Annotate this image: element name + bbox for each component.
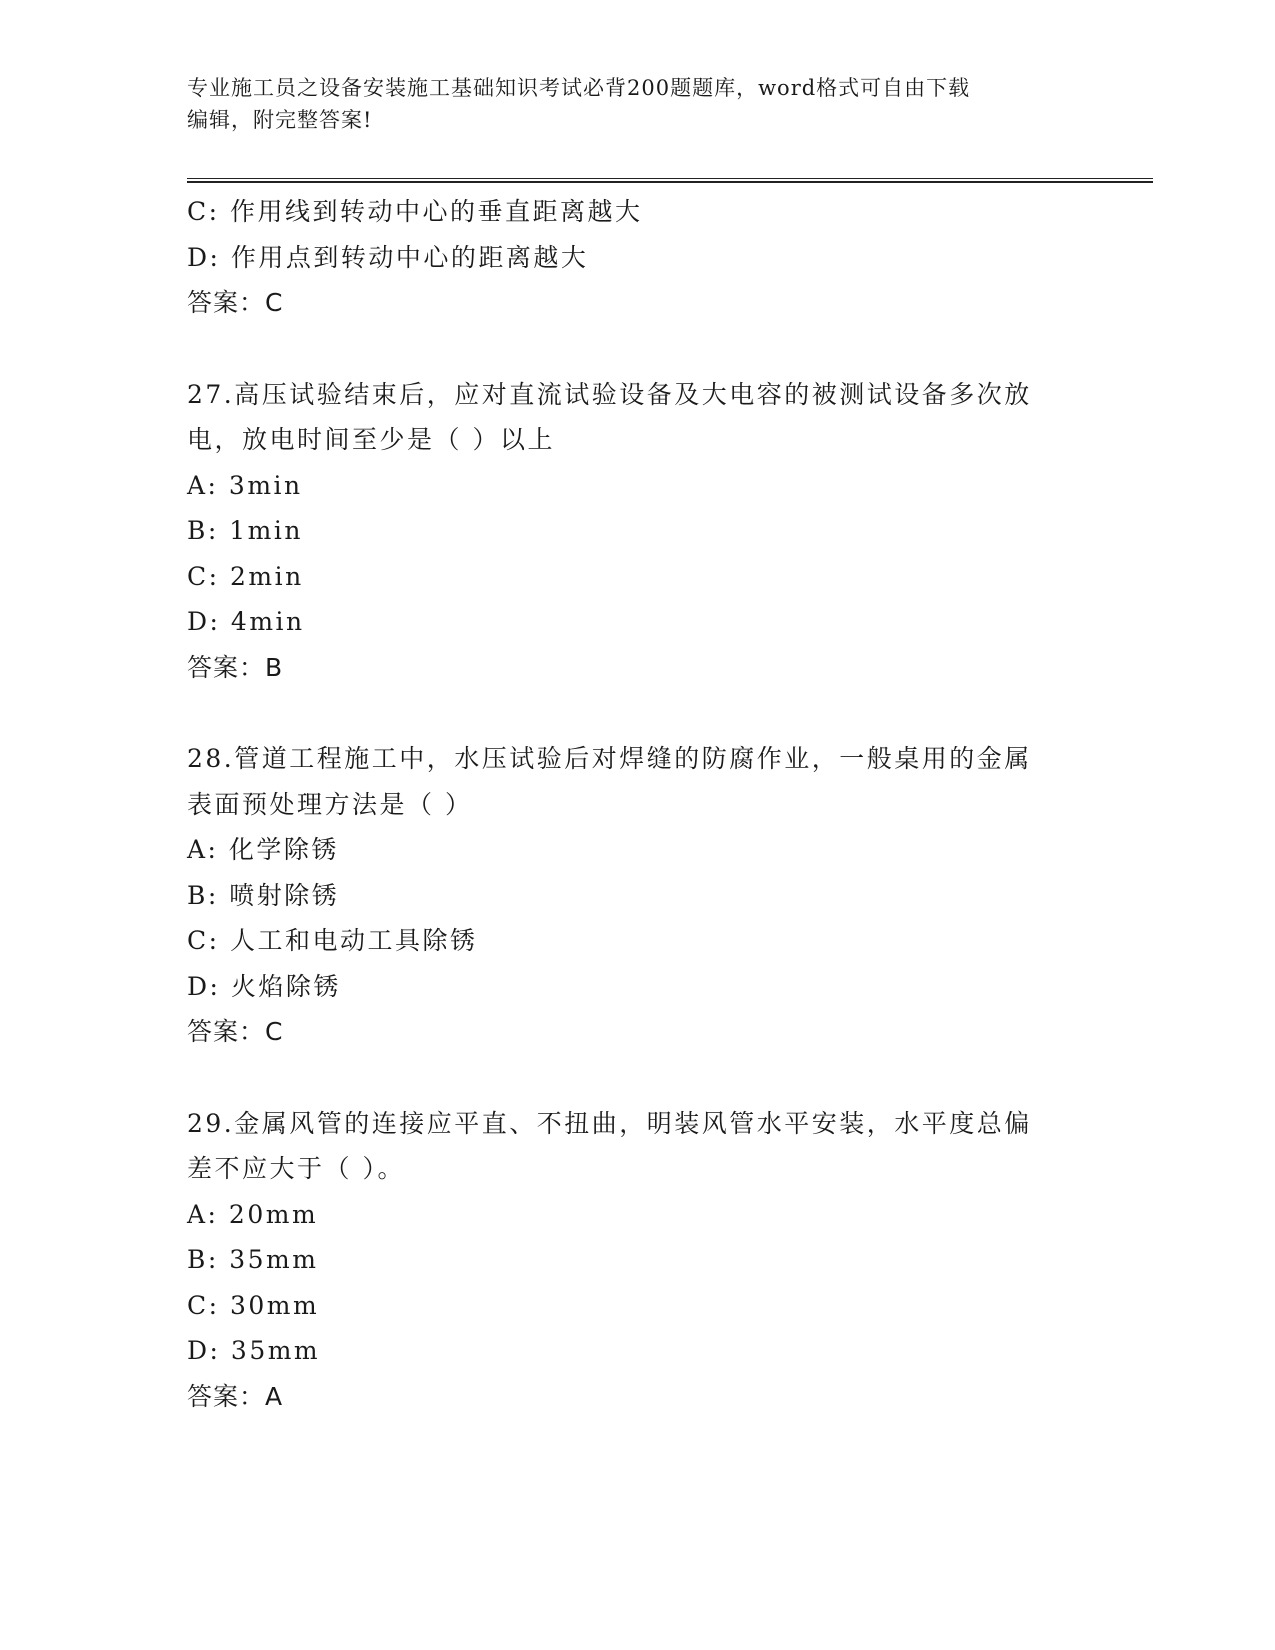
header-line-1: 专业施工员之设备安装施工基础知识考试必背200题题库，word格式可自由下载: [187, 76, 971, 100]
question-stem-line-2: 差不应大于（ ）。: [187, 1154, 405, 1183]
spacer: [187, 690, 1087, 736]
option-d: D: 35mm: [187, 1336, 321, 1365]
option-a: A: 化学除锈: [187, 835, 339, 864]
option-c: C: 人工和电动工具除锈: [187, 926, 478, 955]
option-b: B: 喷射除锈: [187, 880, 340, 910]
answer-line: 答案：C: [187, 288, 284, 317]
option-c: C: 30mm: [187, 1290, 320, 1320]
question-stem-line-2: 表面预处理方法是（ ）: [187, 789, 473, 819]
option-b: B: 35mm: [187, 1245, 319, 1274]
question-27: [187, 372, 1087, 691]
answer-line: 答案：C: [187, 1017, 284, 1046]
question-26: [187, 189, 1087, 326]
option-a: A: 20mm: [187, 1199, 319, 1229]
question-stem-line-1: 29.金属风管的连接应平直、不扭曲，明装风管水平安装，水平度总偏: [187, 1108, 1032, 1138]
question-stem-line-1: 27.高压试验结束后，应对直流试验设备及大电容的被测试设备多次放: [187, 379, 1032, 409]
question-stem-line-1: 28.管道工程施工中，水压试验后对焊缝的防腐作业，一般桌用的金属: [187, 744, 1032, 773]
question-29: [187, 1101, 1087, 1420]
option-a: A: 3min: [187, 470, 303, 500]
spacer: [187, 1055, 1087, 1101]
answer-line: 答案：A: [187, 1381, 284, 1411]
option-b: B: 1min: [187, 516, 303, 545]
option-d: D: 作用点到转动中心的距离越大: [187, 242, 589, 272]
option-d: D: 火焰除锈: [187, 971, 341, 1001]
question-list: [187, 189, 1087, 1419]
answer-line: 答案：B: [187, 652, 284, 682]
header-divider-thin: [187, 178, 1153, 179]
document-header: [187, 72, 1067, 136]
option-c: C: 2min: [187, 561, 304, 591]
option-d: D: 4min: [187, 607, 305, 636]
question-stem-line-2: 电，放电时间至少是（ ）以上: [187, 425, 555, 454]
option-c: C: 作用线到转动中心的垂直距离越大: [187, 197, 643, 226]
question-28: [187, 736, 1087, 1055]
header-line-2: 编辑，附完整答案!: [187, 108, 373, 132]
header-divider-thick: [187, 181, 1153, 183]
spacer: [187, 326, 1087, 372]
